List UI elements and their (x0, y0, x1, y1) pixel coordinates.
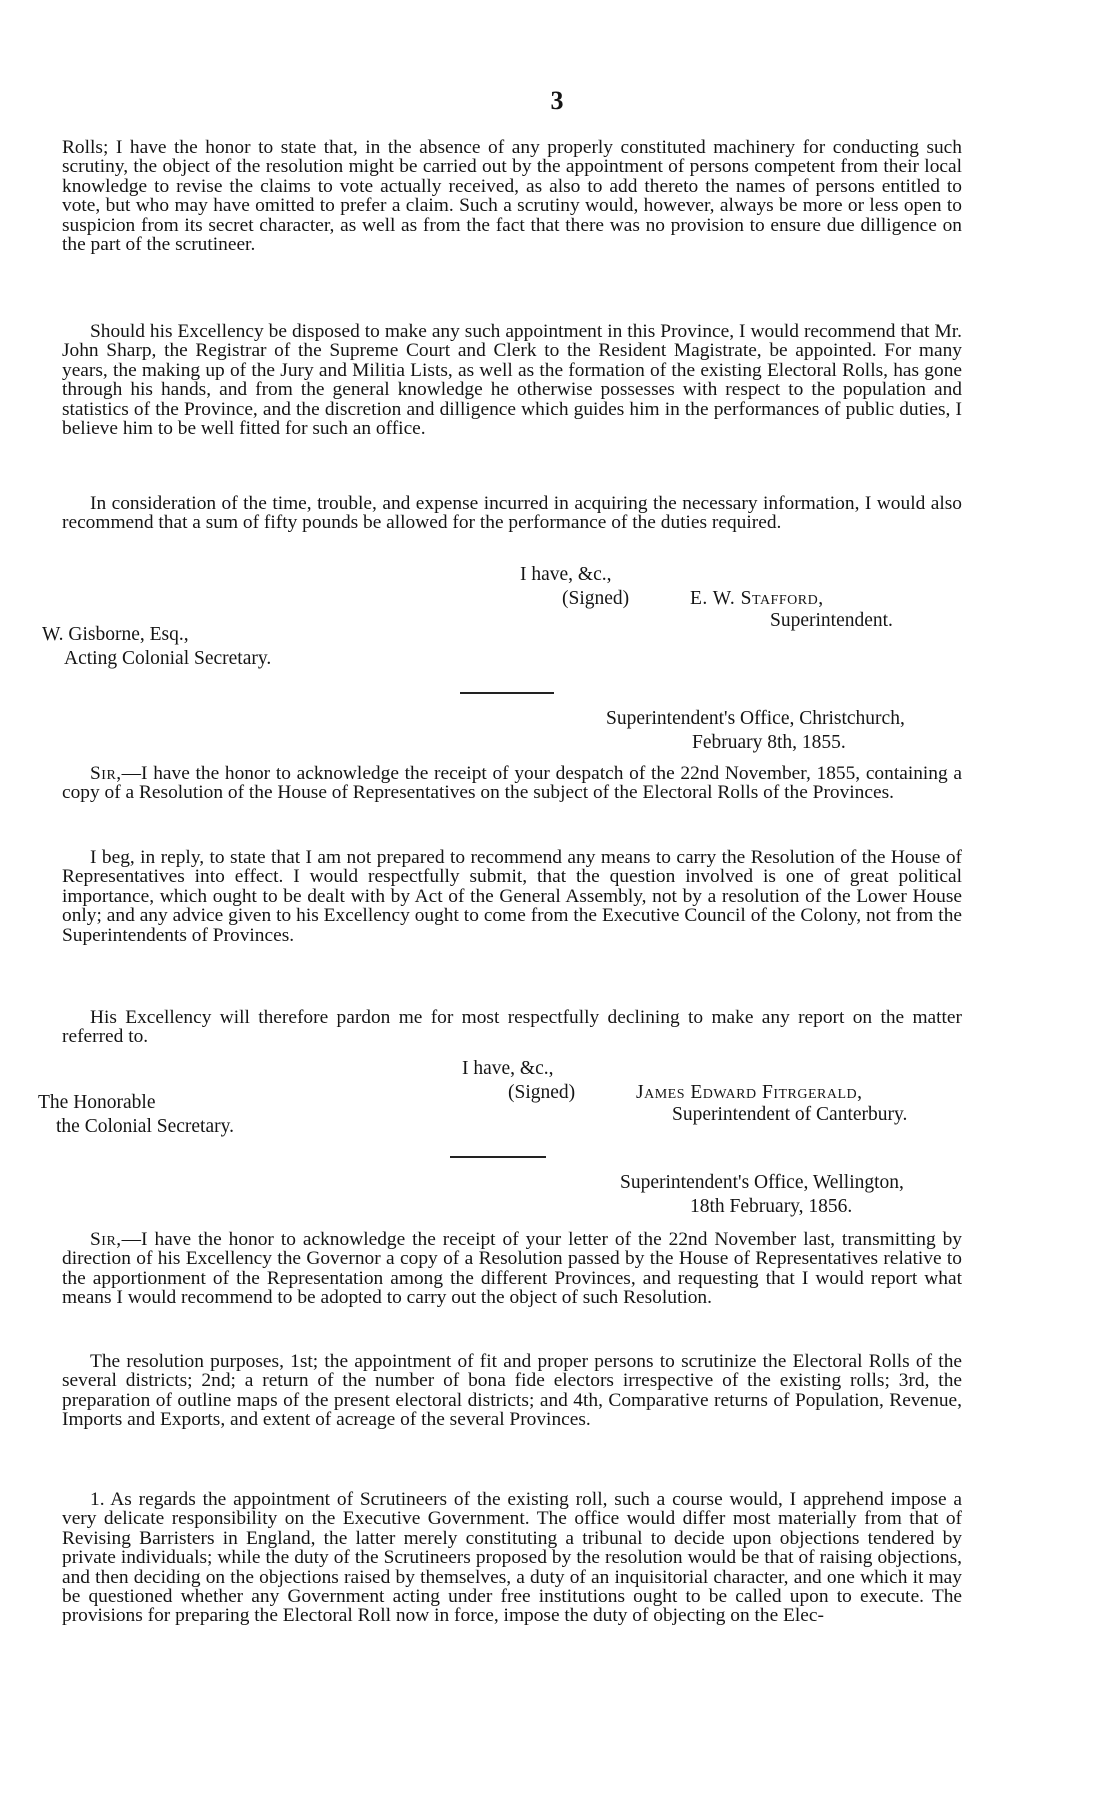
section-divider-1 (460, 692, 554, 694)
letter3-paragraph-3: 1. As regards the appointment of Scrutineers of the existing roll, such a course would, I apprehend impose a very delicate responsibility on the Executive Government. The office would differ most materially from that of Revising Barristers in England, the latter merely constituting a tribunal to decide upon objections tendered by private individuals; while the duty of the Scrutineers proposed by the resolution would be that of raising objections, and then deciding on the objections raised by themselves, a duty of an inquisitorial character, and one which it may be questioned whether any Government acting under free institutions ought to be called upon to execute. The provisions for preparing the Electoral Roll now in force, impose the duty of objecting on the Elec- (62, 1489, 962, 1627)
letter1-addressee-title: Acting Colonial Secretary. (64, 648, 272, 669)
letter1-paragraph-2: Should his Excellency be disposed to make any such appointment in this Province, I would recommend that Mr. John Sharp, the Registrar of the Supreme Court and Clerk to the Resident Magistrate, be appointed. For many years, the making up of the Jury and Militia Lists, as well as the formation of the existing Electoral Rolls, has gone through his hands, and from the general knowledge he otherwise possesses with respect to the population and statistics of the Province, and the discretion and dilligence which guides him in the performances of public duties, I believe him to be well fitted for such an office. (62, 321, 962, 440)
letter2-closing: I have, &c., (462, 1058, 554, 1079)
letter2-place: Superintendent's Office, Christchurch, (606, 708, 905, 729)
letter3-place: Superintendent's Office, Wellington, (620, 1172, 904, 1193)
letter1-addressee-name: W. Gisborne, Esq., (42, 624, 189, 645)
letter2-signer-title: Superintendent of Canterbury. (672, 1104, 908, 1125)
letter2-signer: James Edward Fitrgerald, (636, 1082, 863, 1103)
letter1-signer-title: Superintendent. (770, 610, 893, 631)
letter3-paragraph-2: The resolution purposes, 1st; the appointment of fit and proper persons to scrutinize the Electoral Rolls of the several districts; 2nd; a return of the number of bona fide electors irrespective of the existing rolls; 3rd, the preparation of outline maps of the present electoral districts; and 4th, Comparative returns of Population, Revenue, Imports and Exports, and extent of acreage of the several Provinces. (62, 1351, 962, 1431)
page-number: 3 (550, 86, 564, 115)
letter2-paragraph-1 (62, 764, 962, 803)
letter2-addressee-title: the Colonial Secretary. (56, 1116, 234, 1137)
letter1-signed: (Signed) (562, 588, 630, 609)
letter1-closing: I have, &c., (520, 564, 612, 585)
letter2-salutation: Sir, (90, 763, 122, 784)
letter2-date: February 8th, 1855. (692, 732, 846, 753)
letter2-signed: (Signed) (508, 1082, 576, 1103)
letter3-paragraph-1 (62, 1230, 962, 1308)
letter2-paragraph-2: I beg, in reply, to state that I am not prepared to recommend any means to carry the Resolution of the House of Representatives into effect. I would respectfully submit, that the question involved is one of great political importance, which ought to be dealt with by Act of the General Assembly, not by a resolution of the Lower House only; and any advice given to his Excellency ought to come from the Executive Council of the Colony, not from the Superintendents of Provinces. (62, 847, 962, 946)
letter3-paragraph-1-text: —I have the honor to acknowledge the receipt of your letter of the 22nd November last, transmitting by direction of his Excellency the Governor a copy of a Resolution passed by the House of Representatives relative to the apportionment of the Representation among the different Provinces, and requesting that I would report what means I would recommend to be adopted to carry out the object of such Resolution. (62, 1229, 962, 1309)
letter3-date: 18th February, 1856. (690, 1196, 853, 1217)
letter2-paragraph-1-text: —I have the honor to acknowledge the receipt of your despatch of the 22nd November, 1855, containing a copy of a Resolution of the House of Representatives on the subject of the Electoral Rolls of the Provinces. (62, 763, 962, 804)
letter1-signer: E. W. Stafford, (690, 588, 824, 609)
letter2-paragraph-3: His Excellency will therefore pardon me for most respectfully declining to make any report on the matter referred to. (62, 1007, 962, 1048)
letter3-salutation: Sir, (90, 1229, 122, 1250)
letter1-paragraph-3: In consideration of the time, trouble, and expense incurred in acquiring the necessary information, I would also recommend that a sum of fifty pounds be allowed for the performance of the duties required. (62, 493, 962, 534)
section-divider-2 (450, 1156, 546, 1158)
letter2-addressee-name: The Honorable (38, 1092, 156, 1113)
letter1-paragraph-1: Rolls; I have the honor to state that, in the absence of any properly constituted machinery for conducting such scrutiny, the object of the resolution might be carried out by the appointment of persons competent from their local knowledge to revise the claims to vote actually received, as also to add thereto the names of persons entitled to vote, but who may have omitted to prefer a claim. Such a scrutiny would, however, always be more or less open to suspicion from its secret character, as well as from the fact that there was no provision to ensure due dilligence on the part of the scrutineer. (62, 137, 962, 256)
